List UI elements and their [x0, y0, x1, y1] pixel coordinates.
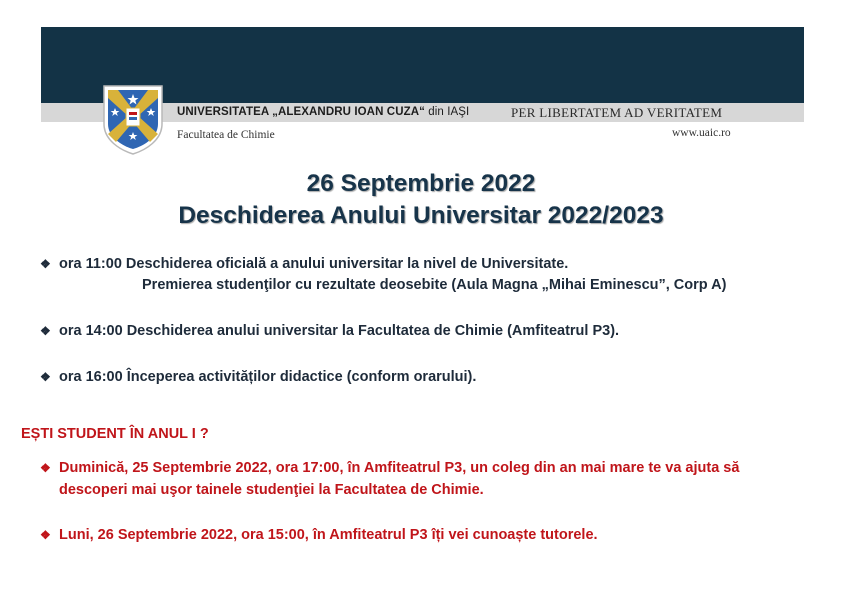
page-title-event: Deschiderea Anului Universitar 2022/2023 — [178, 202, 664, 229]
student-item — [40, 527, 598, 543]
website-url[interactable]: www.uaic.ro — [672, 127, 731, 139]
student-item-text: Luni, 26 Septembrie 2022, ora 15:00, în Amfiteatrul P3 îți vei cunoaște tutorele. — [59, 527, 598, 543]
student-item-continuation: descoperi mai uşor tainele studenţiei la Facultatea de Chimie. — [59, 482, 484, 498]
schedule-item-text: ora 11:00 Deschiderea oficială a anului universitar la nivel de Universitate. — [59, 256, 569, 272]
student-item-text: Duminică, 25 Septembrie 2022, ora 17:00, în Amfiteatrul P3, un coleg din an mai mare te va ajuta să — [59, 460, 740, 476]
schedule-item — [40, 369, 476, 385]
diamond-bullet-icon: ❖ — [40, 461, 51, 475]
student-item — [40, 460, 739, 476]
schedule-item — [40, 256, 568, 272]
page-title-date: 26 Septembrie 2022 — [306, 170, 536, 197]
faculty-name: Facultatea de Chimie — [177, 129, 275, 141]
schedule-item-text: ora 16:00 Începerea activităților didactice (conform orarului). — [59, 369, 477, 385]
schedule-item — [40, 323, 619, 339]
university-crest-logo — [102, 84, 164, 156]
students-heading: EȘTI STUDENT ÎN ANUL I ? — [21, 426, 209, 442]
schedule-item-continuation: Premierea studenţilor cu rezultate deosebite (Aula Magna „Mihai Eminescu”, Corp A) — [142, 277, 727, 293]
diamond-bullet-icon: ❖ — [40, 257, 51, 271]
diamond-bullet-icon: ❖ — [40, 370, 51, 384]
diamond-bullet-icon: ❖ — [40, 528, 51, 542]
diamond-bullet-icon: ❖ — [40, 324, 51, 338]
university-name: UNIVERSITATEA „ALEXANDRU IOAN CUZA“ din IAŞI — [177, 106, 470, 118]
schedule-item-text: ora 14:00 Deschiderea anului universitar la Facultatea de Chimie (Amfiteatrul P3). — [59, 323, 620, 339]
university-motto: PER LIBERTATEM AD VERITATEM — [511, 105, 723, 120]
